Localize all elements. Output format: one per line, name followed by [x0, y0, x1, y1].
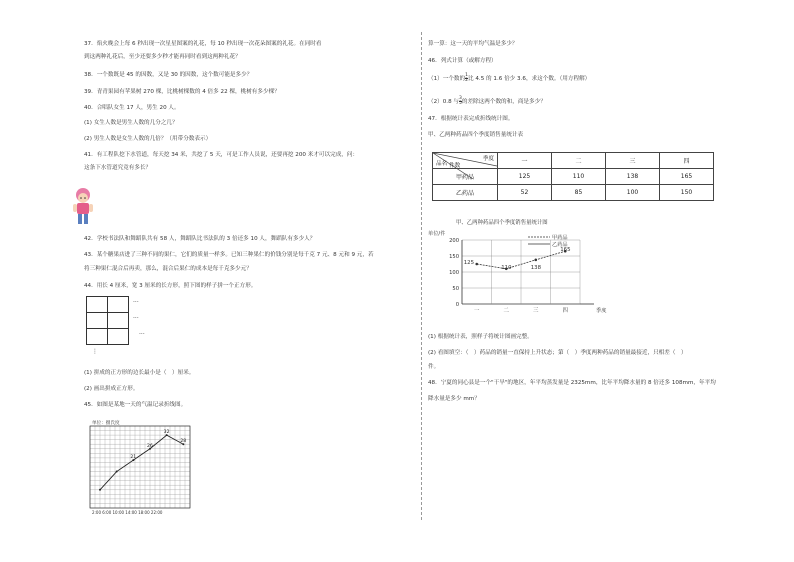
header-product: 品名 — [436, 161, 448, 167]
q44: 44．用长 4 厘米，宽 3 厘米的长方形，照下图的样子拼一个正方形。 — [84, 283, 257, 289]
data-label: 165 — [560, 247, 571, 254]
grid-cell — [86, 328, 108, 345]
header-count: 件数 — [449, 163, 461, 169]
chart-title: 甲、乙两种药品四个季度销售量统计图 — [456, 220, 548, 226]
y-tick-label: 0 — [455, 302, 459, 308]
data-point — [475, 263, 478, 266]
temp-data-point — [99, 489, 101, 491]
q46-part1: （1）一个数的 $\frac{1}{2}$ 比 4.5 的 1.6 倍少 3.6，求这个数。（用方程解） — [428, 73, 591, 83]
q37-line2: 到这两种礼花后，至少还要多少秒才能再同时看到这两种礼花？ — [84, 54, 241, 60]
data-label: 125 — [463, 260, 475, 266]
x-axis-label: 季度 — [596, 308, 607, 314]
ellipsis-right: ··· — [139, 331, 145, 338]
q48-line1: 48．宁夏的同心县是一个"干旱"的地区，年平均蒸发量是 2325mm，比年平均降水量的 8 倍还多 108mm，年平均 — [428, 380, 716, 386]
row-name: 甲药品 — [433, 169, 498, 185]
row-name: 乙药品 — [433, 185, 498, 201]
table-cell: 110 — [552, 169, 606, 185]
y-tick-label: 50 — [452, 286, 459, 292]
ellipsis-down: ⋮ — [92, 348, 98, 355]
table-cell: 150 — [660, 185, 714, 201]
q40: 40．合唱队女生 17 人，男生 20 人。 — [84, 105, 180, 111]
data-label: 110 — [501, 264, 512, 271]
col-header: 四 — [660, 153, 714, 169]
table-cell: 125 — [498, 169, 552, 185]
q47-part2-line2: 件。 — [428, 364, 440, 370]
q40-part1: (1) 女生人数是男生人数的几分之几？ — [84, 120, 178, 126]
sales-line-chart — [426, 216, 616, 324]
q47: 47．根据统计表完成折线统计图。 — [428, 116, 514, 122]
table-cell: 85 — [552, 185, 606, 201]
q37-line1: 37．焰火晚会上每 6 秒出现一次星星图案的礼花，每 10 秒出现一次花朵图案的礼花。在同时看 — [84, 41, 322, 47]
average-temp-question: 算一算：这一天的平均气温是多少？ — [428, 41, 518, 47]
y-tick-label: 100 — [449, 270, 459, 276]
temp-data-label: 32 — [163, 430, 170, 436]
grid-cell — [86, 312, 108, 329]
grid-cell — [107, 296, 129, 313]
table-header-row — [433, 153, 714, 169]
fraction-one-half: $\frac{1}{2}$ — [465, 73, 468, 83]
data-point — [534, 259, 537, 262]
legend-label: 甲药品 — [552, 235, 568, 241]
q40-part2: (2) 男生人数是女生人数的几倍？（用带分数表示） — [84, 136, 212, 142]
temp-data-label: 26 — [147, 443, 153, 449]
table-cell: 100 — [606, 185, 660, 201]
q44-part1: (1) 拼成的正方形的边长最小是（ ）厘米。 — [84, 370, 195, 376]
q47-part1: (1) 根据统计表，照样子将统计图画完整。 — [428, 334, 533, 340]
col-header: 三 — [606, 153, 660, 169]
y-tick-label: 150 — [449, 254, 459, 260]
ellipsis-right: ··· — [133, 299, 139, 306]
col-header: 一 — [498, 153, 552, 169]
table-cell: 165 — [660, 169, 714, 185]
col-header: 二 — [552, 153, 606, 169]
temp-data-point — [116, 471, 118, 473]
q42: 42．学校书法队和舞蹈队共有 58 人，舞蹈队比书法队的 3 倍还多 10 人，舞蹈队有多少人？ — [84, 236, 316, 242]
q47-part2-line1: (2) 看图填空：（ ）药品的销量一直保持上升状态；第（ ）季度两种药品的销量最接近，只相差（ ） — [428, 350, 687, 356]
y-tick-label: 200 — [449, 238, 459, 244]
header-season: 季度 — [482, 156, 494, 162]
legend-label: 乙药品 — [552, 242, 568, 248]
grid-cell — [107, 328, 129, 345]
grid-cell — [86, 296, 108, 313]
temp-data-label: 28 — [180, 439, 187, 445]
temp-x-ticks: 2:00 6:00 10:00 14:00 18:00 22:00 — [92, 510, 163, 515]
table-row — [433, 185, 714, 201]
q46: 46．列式计算（或解方程） — [428, 58, 497, 64]
q46-part2: （2）0.8 与 $\frac{3}{5}$ 的差除这两个数的和，商是多少？ — [428, 96, 546, 106]
table-cell: 138 — [606, 169, 660, 185]
q43-line1: 43．某个糖果店进了三种不同的果仁，它们的质量一样多。已知三种果仁的价钱分别是每千克 7 元、8 元和 9 元，若 — [84, 252, 374, 258]
grid-cell — [107, 312, 129, 329]
q48-line2: 降水量是多少 mm？ — [428, 396, 480, 402]
q44-part2: (2) 画出拼成正方形。 — [84, 386, 139, 392]
column-divider — [421, 32, 422, 520]
table-cell: 52 — [498, 185, 552, 201]
temp-data-label: 21 — [130, 455, 137, 461]
temperature-line-chart — [84, 416, 196, 516]
chart-unit-label: 单位：摄氏度 — [92, 421, 120, 426]
ellipsis-right: ··· — [133, 315, 139, 322]
q41-line2: 这条下水管道究竟有多长？ — [84, 165, 152, 171]
q43-line2: 将三种果仁混合后再卖，那么，混合后果仁的成本是每千克多少元？ — [84, 266, 252, 272]
x-tick-label: 三 — [533, 308, 539, 314]
sales-table — [432, 152, 714, 201]
x-tick-label: 四 — [562, 308, 568, 314]
table-diagonal-header — [433, 153, 498, 169]
q39: 39．青青果园有苹果树 270 棵，比桃树棵数的 4 倍多 22 棵，桃树有多少棵？ — [84, 89, 280, 95]
chart-y-unit: 单位/件 — [428, 231, 446, 237]
x-tick-label: 二 — [503, 308, 509, 314]
q45: 45．如图是某地一天的气温记录折线图。 — [84, 402, 187, 408]
cartoon-girl-illustration — [68, 186, 98, 228]
x-tick-label: 一 — [474, 308, 480, 314]
fraction-three-fifths: $\frac{3}{5}$ — [459, 96, 462, 106]
table-title: 甲、乙两种药品四个季度销售量统计表 — [428, 132, 524, 138]
q41-line1: 41．有工程队挖下水管道，每天挖 34 米，共挖了 5 天，可是工作人员说，还要再挖 200 米才可以完成，问： — [84, 152, 359, 158]
q38: 38．一个数既是 45 的因数，又是 30 的因数，这个数可能是多少？ — [84, 72, 253, 78]
data-label: 138 — [530, 264, 542, 271]
